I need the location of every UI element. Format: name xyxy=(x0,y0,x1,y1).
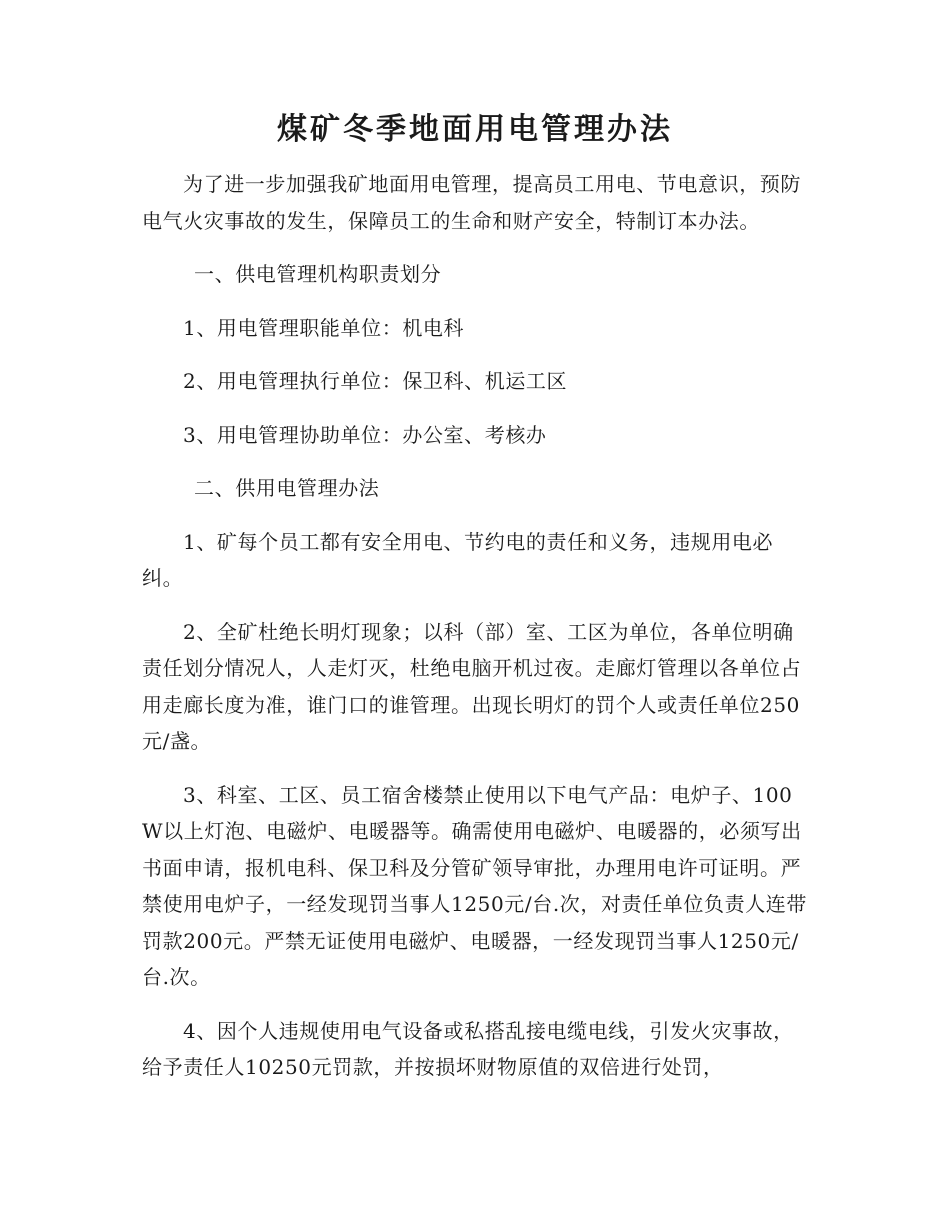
list-item: 2、用电管理执行单位：保卫科、机运工区 xyxy=(183,369,568,393)
rule-paragraph: 2、全矿杜绝长明灯现象；以科（部）室、工区为单位，各单位明确责任划分情况人，人走灯灭，杜绝电脑开机过夜。走廊灯管理以各单位占用走廊长度为准，谁门口的谁管理。出现长明灯的罚个人或责任单位250元/盏。 xyxy=(142,619,802,753)
section-heading-1: 一、供电管理机构职责划分 xyxy=(194,262,442,286)
intro-paragraph: 为了进一步加强我矿地面用电管理，提高员工用电、节电意识，预防电气火灾事故的发生，保障员工的生命和财产安全，特制订本办法。 xyxy=(142,172,801,233)
rule-paragraph: 1、矿每个员工都有安全用电、节约电的责任和义务，违规用电必纠。 xyxy=(142,529,774,590)
section-heading-2: 二、供用电管理办法 xyxy=(194,476,380,500)
document-title: 煤矿冬季地面用电管理办法 xyxy=(277,112,673,147)
rule-paragraph: 3、科室、工区、员工宿舍楼禁止使用以下电气产品：电炉子、100W以上灯泡、电磁炉、电暖器等。确需使用电磁炉、电暖器的，必须写出书面申请，报机电科、保卫科及分管矿领导审批，办理用电许可证明。严禁使用电炉子，一经发现罚当事人1250元/台.次，对责任单位负责人连带罚款200元。严禁无证使用电磁炉、电暖器，一经发现罚当事人1250元/台.次。 xyxy=(142,782,807,989)
list-item: 3、用电管理协助单位：办公室、考核办 xyxy=(183,422,547,447)
rule-paragraph: 4、因个人违规使用电气设备或私搭乱接电缆电线，引发火灾事故，给予责任人10250元罚款，并按损坏财物原值的双倍进行处罚， xyxy=(142,1018,794,1079)
document-body xyxy=(142,166,808,1103)
list-item: 1、用电管理职能单位：机电科 xyxy=(183,315,465,340)
